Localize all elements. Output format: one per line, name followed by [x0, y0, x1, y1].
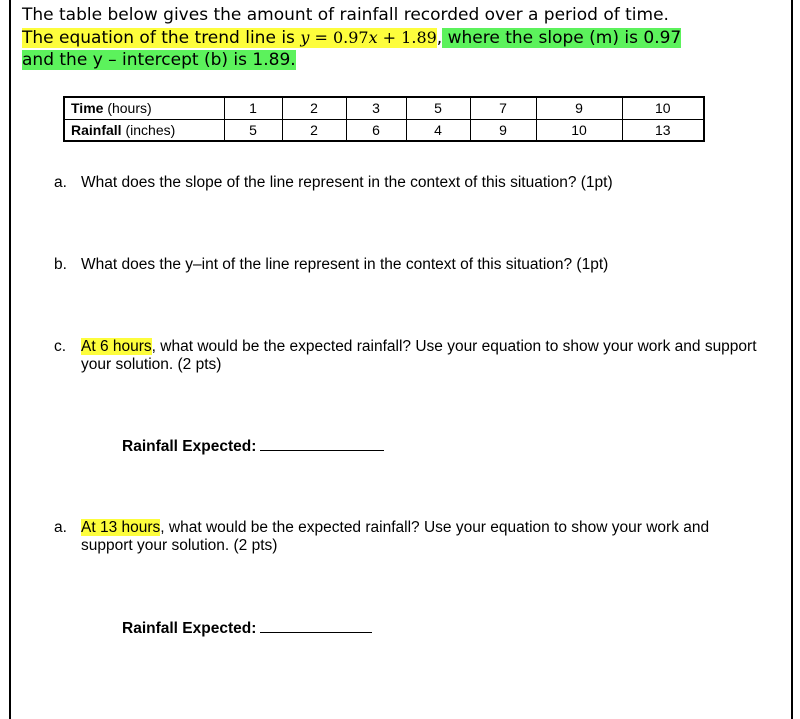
question-letter: b.	[54, 256, 67, 273]
table-cell: 5	[406, 97, 470, 119]
intercept-statement: and the y – intercept (b) is 1.89.	[22, 50, 296, 70]
intro-line-3	[22, 49, 782, 72]
question-letter: c.	[54, 338, 67, 355]
row-header-time: Time (hours)	[64, 97, 224, 119]
intro-separator: ,	[436, 27, 443, 48]
table-cell: 4	[406, 119, 470, 141]
table-cell: 9	[536, 97, 622, 119]
question-text: What does the y–int of the line represent in the context of this situation? (1pt)	[81, 256, 609, 273]
worksheet-page	[9, 0, 793, 719]
answer-blank[interactable]	[260, 619, 372, 633]
question-intercept	[54, 256, 784, 274]
table-cell: 6	[346, 119, 406, 141]
question-text: , what would be the expected rainfall? Use your equation to show your work and support your solution. (2 pts)	[81, 338, 757, 373]
table-cell: 2	[282, 97, 346, 119]
question-6-hours	[54, 338, 784, 374]
table-cell: 13	[622, 119, 704, 141]
question-text: , what would be the expected rainfall? Use your equation to show your work and support your solution. (2 pts)	[81, 519, 710, 554]
highlight-13-hours: At 13 hours	[81, 519, 161, 536]
answer-label: Rainfall Expected:	[122, 620, 257, 637]
question-13-hours	[54, 519, 784, 555]
table-cell: 5	[224, 119, 282, 141]
row-header-rainfall: Rainfall (inches)	[64, 119, 224, 141]
table-cell: 10	[622, 97, 704, 119]
highlight-6-hours: At 6 hours	[81, 338, 152, 355]
answer-label: Rainfall Expected:	[122, 438, 257, 455]
table-row-rainfall	[64, 119, 704, 141]
question-text: What does the slope of the line represent in the context of this situation? (1pt)	[81, 174, 613, 191]
rainfall-table	[63, 96, 705, 142]
slope-statement: where the slope (m) is 0.97	[442, 27, 682, 48]
question-letter: a.	[54, 174, 67, 191]
intro-line-2-text: The equation of the trend line is	[22, 27, 301, 48]
answer-line-6-hours	[122, 437, 384, 456]
answer-line-13-hours	[122, 619, 372, 638]
table-row-time	[64, 97, 704, 119]
table-cell: 10	[536, 119, 622, 141]
table-cell: 1	[224, 97, 282, 119]
trend-line-equation: y = 0.97x + 1.89	[300, 27, 437, 47]
table-cell: 2	[282, 119, 346, 141]
table-cell: 9	[470, 119, 536, 141]
table-cell: 7	[470, 97, 536, 119]
intro-line-2	[22, 27, 782, 50]
question-slope	[54, 174, 784, 192]
table-cell: 3	[346, 97, 406, 119]
answer-blank[interactable]	[260, 437, 384, 451]
intro-line-1: The table below gives the amount of rainfall recorded over a period of time.	[22, 5, 669, 25]
intro-paragraph	[22, 4, 782, 72]
question-letter: a.	[54, 519, 67, 536]
